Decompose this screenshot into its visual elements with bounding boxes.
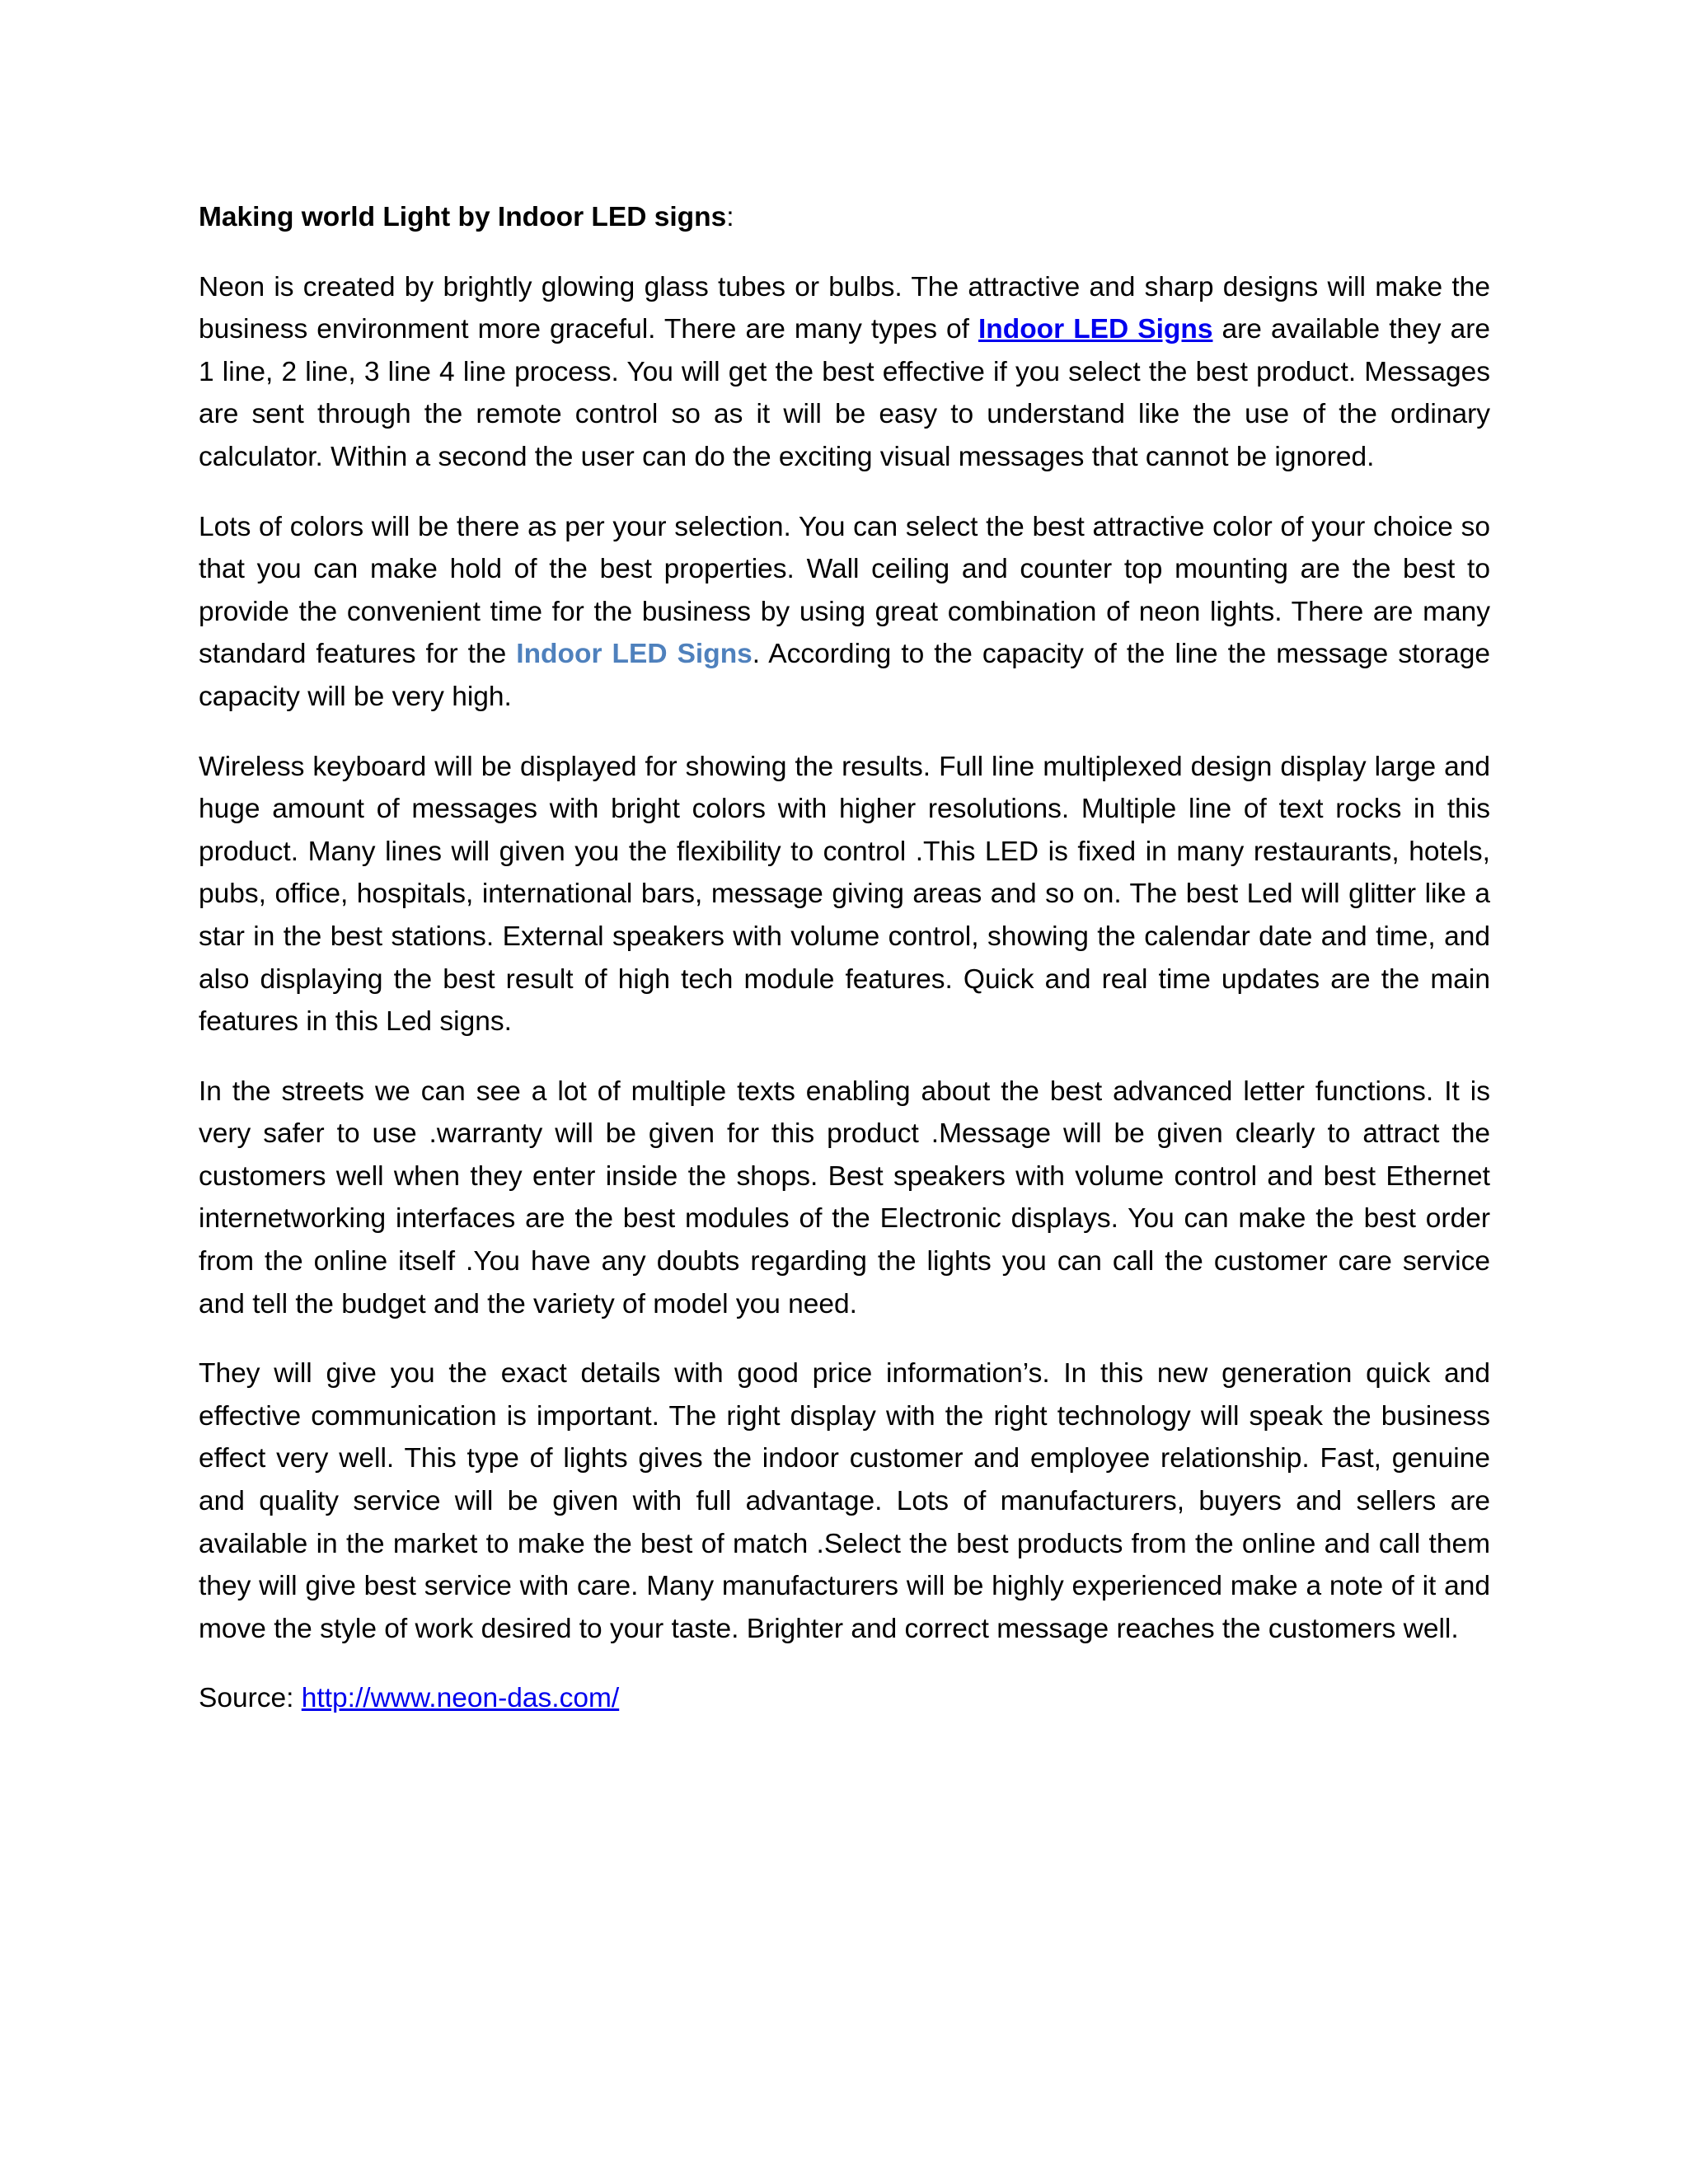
title-colon: : (726, 202, 734, 232)
paragraph-2 (199, 506, 1490, 719)
source-url-link[interactable]: http://www.neon-das.com/ (301, 1683, 620, 1714)
paragraph-2-text-before: Lots of colors will be there as per your selection. You can select the best attractive color of your choice so that you can make hold of the best properties. Wall ceiling and counter top mounting are the best to provide the convenient time for the business by using great combination of neon lights. There are many standard features for the (199, 511, 1490, 670)
paragraph-1 (199, 266, 1490, 479)
paragraph-1-text-after: are available they are 1 line, 2 line, 3 line 4 line process. You will get the best effective if you select the best product. Messages are sent through the remote control so as it will be easy to understand like the use of the ordinary calculator. Within a second the user can do the exciting visual messages that cannot be ignored. (199, 314, 1490, 472)
source-label: Source: (199, 1683, 302, 1714)
paragraph-4: In the streets we can see a lot of multiple texts enabling about the best advanced letter functions. It is very safer to use .warranty will be given for this product .Message will be given clearly to attract the customers well when they enter inside the shops. Best speakers with volume control and best Ethernet internetworking interfaces are the best modules of the Electronic displays. You can make the best order from the online itself .You have any doubts regarding the lights you can call the customer care service and tell the budget and the variety of model you need. (199, 1076, 1490, 1319)
document-body (199, 196, 1490, 1747)
title-text: Making world Light by Indoor LED signs (199, 202, 727, 232)
paragraph-2-text-after: . According to the capacity of the line the message storage capacity will be very high. (199, 639, 1491, 712)
source-line (199, 1677, 1490, 1720)
paragraph-3: Wireless keyboard will be displayed for showing the results. Full line multiplexed design display large and huge amount of messages with bright colors with higher resolutions. Multiple line of text rocks in this product. Many lines will given you the flexibility to control .This LED is fixed in many restaurants, hotels, pubs, office, hospitals, international bars, message giving areas and so on. The best Led will glitter like a star in the best stations. External speakers with volume control, showing the calendar date and time, and also displaying the best result of high tech module features. Quick and real time updates are the main features in this Led signs. (199, 751, 1490, 1038)
paragraph-5: They will give you the exact details with good price information’s. In this new generation quick and effective communication is important. The right display with the right technology will speak the business effect very well. This type of lights gives the indoor customer and employee relationship. Fast, genuine and quality service will be given with full advantage. Lots of manufacturers, buyers and sellers are available in the market to make the best of match .Select the best products from the online and call them they will give best service with care. Many manufacturers will be highly experienced make a note of it and move the style of work desired to your taste. Brighter and correct message reaches the customers well. (199, 1358, 1490, 1644)
document-title (199, 196, 1490, 239)
indoor-led-signs-link-2[interactable]: Indoor LED Signs (516, 639, 753, 670)
indoor-led-signs-link[interactable]: Indoor LED Signs (978, 314, 1213, 345)
paragraph-1-text-before: Neon is created by brightly glowing glass tubes or bulbs. The attractive and sharp designs will make the business environment more graceful. There are many types of (199, 271, 1490, 345)
